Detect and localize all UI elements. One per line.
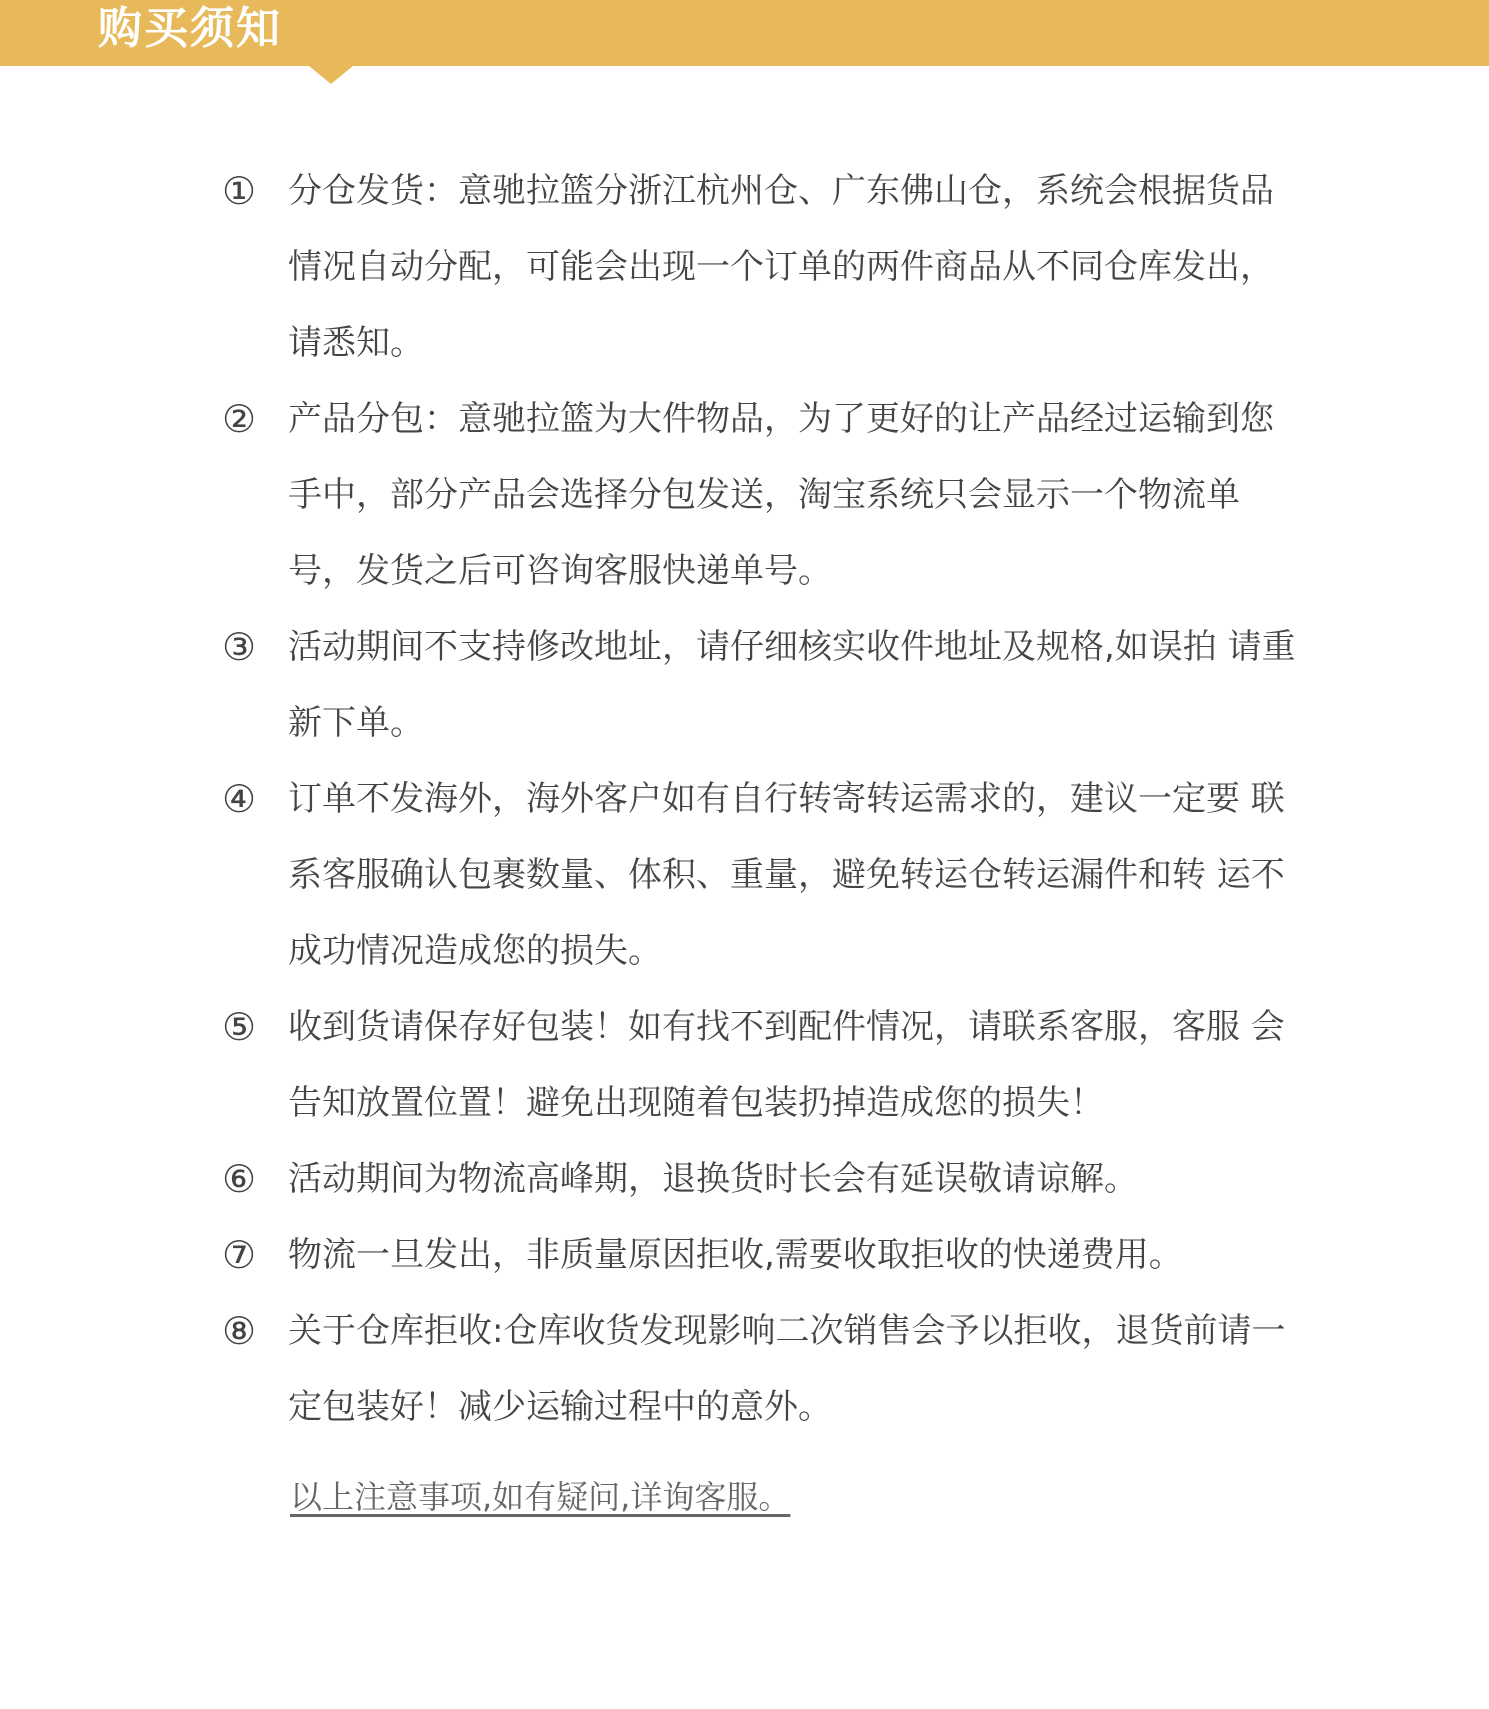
notice-number: ⑧ bbox=[222, 1309, 257, 1353]
notice-number: ⑤ bbox=[222, 1005, 257, 1049]
notice-text: 收到货请保存好包装！如有找不到配件情况，请联系客服，客服 会告知放置位置！避免出现随着包装扔掉造成您的损失！ bbox=[288, 1007, 1285, 1123]
page-title: 购买须知 bbox=[98, 3, 282, 54]
notice-text: 产品分包：意驰拉篮为大件物品，为了更好的让产品经过运输到您手中，部分产品会选择分包发送，淘宝系统只会显示一个物流单号，发货之后可咨询客服快递单号。 bbox=[288, 399, 1274, 591]
header-bar bbox=[0, 0, 1489, 66]
notice-number: ⑥ bbox=[222, 1157, 257, 1201]
notice-number: ② bbox=[222, 397, 257, 441]
notice-item-1 bbox=[222, 153, 1302, 381]
notice-number: ③ bbox=[222, 625, 257, 669]
notice-item-7 bbox=[222, 1217, 1302, 1293]
notice-text: 物流一旦发出，非质量原因拒收,需要收取拒收的快递费用。 bbox=[288, 1235, 1183, 1275]
notice-text: 订单不发海外，海外客户如有自行转寄转运需求的，建议一定要 联系客服确认包裹数量、体积、重量，避免转运仓转运漏件和转 运不成功情况造成您的损失。 bbox=[288, 779, 1285, 971]
notice-text: 活动期间不支持修改地址，请仔细核实收件地址及规格,如误拍 请重新下单。 bbox=[288, 627, 1296, 743]
notice-text: 分仓发货：意驰拉篮分浙江杭州仓、广东佛山仓，系统会根据货品情况自动分配，可能会出现一个订单的两件商品从不同仓库发出，请悉知。 bbox=[288, 171, 1274, 363]
notice-text: 活动期间为物流高峰期，退换货时长会有延误敬请谅解。 bbox=[288, 1159, 1138, 1199]
notice-item-4 bbox=[222, 761, 1302, 989]
notice-number: ① bbox=[222, 169, 257, 213]
footer-note: 以上注意事项,如有疑问,详询客服。 bbox=[290, 1478, 791, 1516]
notice-item-8 bbox=[222, 1293, 1302, 1445]
notice-item-2 bbox=[222, 381, 1302, 609]
notice-item-6 bbox=[222, 1141, 1302, 1217]
notice-number: ⑦ bbox=[222, 1233, 257, 1277]
header-pointer bbox=[309, 66, 353, 84]
notice-number: ④ bbox=[222, 777, 257, 821]
notice-text: 关于仓库拒收:仓库收货发现影响二次销售会予以拒收，退货前请一定包装好！减少运输过程中的意外。 bbox=[288, 1311, 1286, 1427]
notice-item-3 bbox=[222, 609, 1302, 761]
notice-list bbox=[222, 153, 1302, 1445]
notice-item-5 bbox=[222, 989, 1302, 1141]
